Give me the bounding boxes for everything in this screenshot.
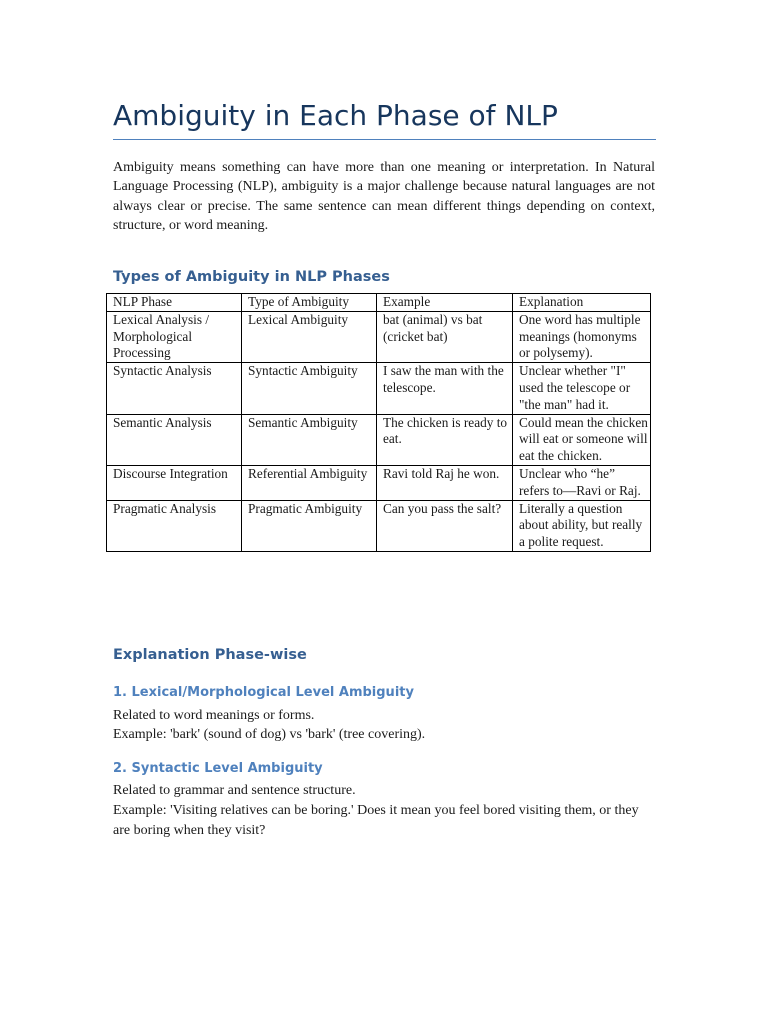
cell-explanation: Could mean the chicken will eat or someone will eat the chicken. xyxy=(513,414,651,465)
lexical-level-example: Example: 'bark' (sound of dog) vs 'bark' (tree covering). xyxy=(113,727,426,742)
cell-example: Ravi told Raj he won. xyxy=(377,465,513,500)
cell-example: Can you pass the salt? xyxy=(377,500,513,551)
syntactic-level-description: Related to grammar and sentence structure. xyxy=(113,783,356,798)
cell-phase: Semantic Analysis xyxy=(107,414,242,465)
cell-type: Semantic Ambiguity xyxy=(242,414,377,465)
ambiguity-table xyxy=(106,293,651,552)
cell-phase: Lexical Analysis / Morphological Processing xyxy=(107,311,242,362)
cell-explanation: One word has multiple meanings (homonyms or polysemy). xyxy=(513,311,651,362)
explanation-section-heading: Explanation Phase-wise xyxy=(113,647,307,663)
table-row xyxy=(107,465,651,500)
header-explanation: Explanation xyxy=(513,294,651,312)
table-row xyxy=(107,311,651,362)
cell-phase: Syntactic Analysis xyxy=(107,363,242,414)
intro-paragraph: Ambiguity means something can have more than one meaning or interpretation. In Natural Language Processing (NLP), ambiguity is a major challenge because natural languages are not always clear or precise. The same sentence can mean different things depending on context, structure, or word meaning. xyxy=(113,160,655,233)
title-underline xyxy=(113,139,656,140)
cell-example: bat (animal) vs bat (cricket bat) xyxy=(377,311,513,362)
cell-explanation: Unclear whether "I" used the telescope or "the man" had it. xyxy=(513,363,651,414)
table-row xyxy=(107,500,651,551)
cell-example: I saw the man with the telescope. xyxy=(377,363,513,414)
cell-example: The chicken is ready to eat. xyxy=(377,414,513,465)
cell-phase: Discourse Integration xyxy=(107,465,242,500)
cell-explanation: Literally a question about ability, but really a polite request. xyxy=(513,500,651,551)
page-title: Ambiguity in Each Phase of NLP xyxy=(113,99,558,132)
cell-type: Lexical Ambiguity xyxy=(242,311,377,362)
syntactic-level-example: Example: 'Visiting relatives can be boring.' Does it mean you feel bored visiting them, or they are boring when they visit? xyxy=(113,803,639,838)
cell-phase: Pragmatic Analysis xyxy=(107,500,242,551)
cell-type: Pragmatic Ambiguity xyxy=(242,500,377,551)
cell-type: Syntactic Ambiguity xyxy=(242,363,377,414)
lexical-level-heading: 1. Lexical/Morphological Level Ambiguity xyxy=(113,685,414,700)
syntactic-level-heading: 2. Syntactic Level Ambiguity xyxy=(113,761,323,776)
cell-explanation: Unclear who “he” refers to—Ravi or Raj. xyxy=(513,465,651,500)
header-example: Example xyxy=(377,294,513,312)
cell-type: Referential Ambiguity xyxy=(242,465,377,500)
table-header-row xyxy=(107,294,651,312)
lexical-level-description: Related to word meanings or forms. xyxy=(113,708,315,723)
table-row xyxy=(107,363,651,414)
types-section-heading: Types of Ambiguity in NLP Phases xyxy=(113,269,390,285)
header-type-of-ambiguity: Type of Ambiguity xyxy=(242,294,377,312)
table-row xyxy=(107,414,651,465)
header-nlp-phase: NLP Phase xyxy=(107,294,242,312)
